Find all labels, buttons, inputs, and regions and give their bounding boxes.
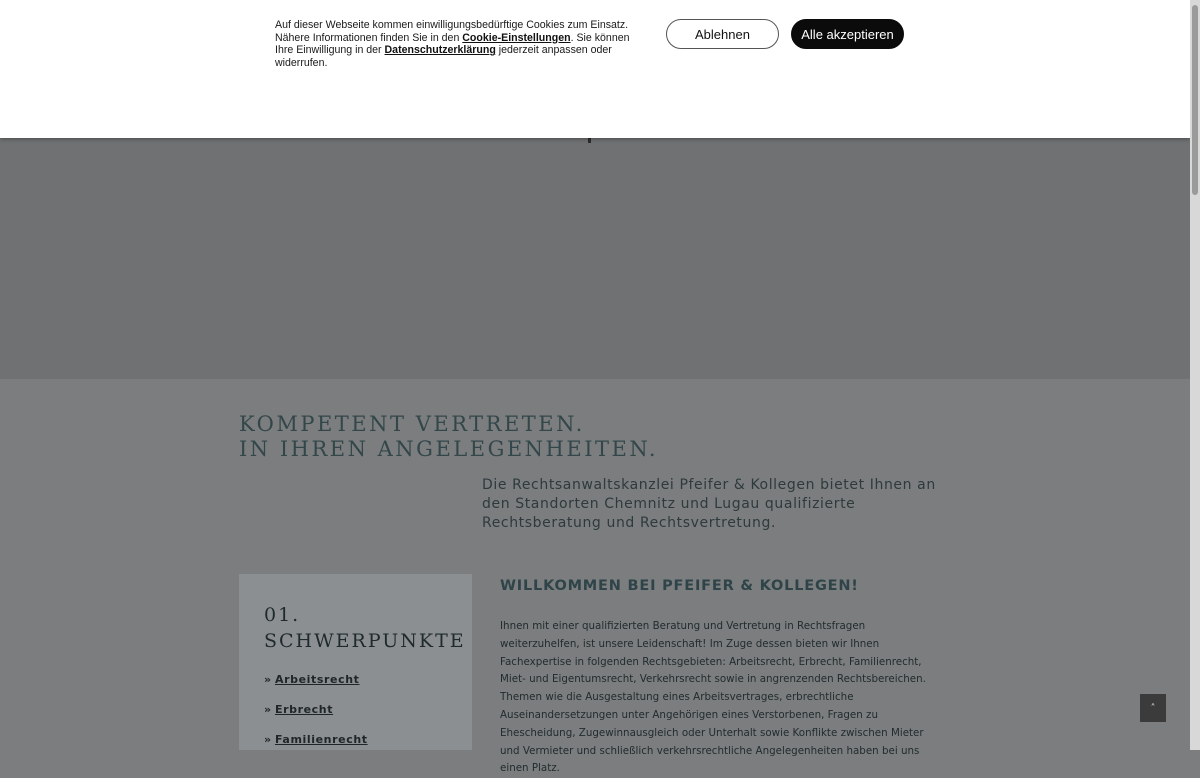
privacy-policy-link[interactable]: Datenschutzerklärung: [384, 44, 496, 57]
cookie-banner: [0, 0, 1190, 138]
intro-text: Die Rechtsanwaltskanzlei Pfeifer & Kollegen bietet Ihnen an den Standorten Chemnitz und Lugau qualifizierte Rechtsberatung und Rechtsvertretung.: [482, 477, 936, 531]
page-headline: [239, 412, 658, 462]
scrollbar-thumb[interactable]: [1192, 5, 1198, 195]
cookie-text: [275, 19, 645, 69]
panel-title: SCHWERPUNKTE: [264, 630, 466, 652]
cookie-text-part3: jederzeit anpassen oder widerrufen.: [275, 44, 612, 69]
cookie-text-part1: Auf dieser Webseite kommen einwilligungsbedürftige Cookies zum Einsatz. Nähere Informationen finden Sie in den: [275, 19, 629, 44]
focus-link-erbrecht[interactable]: Erbrecht: [274, 703, 334, 716]
focus-link-item: [264, 673, 360, 686]
cookie-settings-link[interactable]: Cookie-Einstellungen: [462, 31, 571, 44]
focus-link-familienrecht[interactable]: Familienrecht: [274, 733, 368, 746]
panel-number: 01.: [264, 604, 301, 626]
scroll-to-top-button[interactable]: [1140, 694, 1166, 722]
focus-link-arbeitsrecht[interactable]: Arbeitsrecht: [274, 673, 360, 686]
cookie-text-part2: . Sie können Ihre Einwilligung in der: [275, 31, 630, 57]
bullet-icon: »: [264, 703, 272, 716]
headline-line-2: IN IHREN ANGELEGENHEITEN.: [239, 437, 659, 461]
bullet-icon: »: [264, 733, 272, 746]
chevron-up-icon: ˄: [1150, 702, 1156, 714]
focus-panel: [239, 574, 472, 750]
bullet-icon: »: [264, 673, 272, 686]
welcome-title: WILLKOMMEN BEI PFEIFER & KOLLEGEN!: [500, 578, 859, 594]
accept-all-button[interactable]: Alle akzeptieren: [791, 19, 904, 49]
focus-link-item: [264, 703, 333, 716]
scrollbar[interactable]: [1190, 0, 1200, 750]
focus-link-item: [264, 733, 368, 746]
welcome-text: Ihnen mit einer qualifizierten Beratung und Vertretung in Rechtsfragen weiterzuhelfen, ist unsere Leidenschaft! Im Zuge dessen bieten wir Ihnen Fachexpertise in folgenden Rechtsgebieten: Arbeitsrecht, Erbrecht, Familienrecht, Miet- und Eigentumsrecht, Verkehrsrecht sowie in angrenzenden Rechtsbereichen. Themen wie die Ausgestaltung eines Arbeitsvertrages, erbrechtliche Auseinandersetzungen unter Angehörigen eines Verstorbenen, Fragen zu Ehescheidung, Zugewinnausgleich oder Unterhalt sowie Konflikte zwischen Mieter und Vermieter und schließlich verkehrsrechtliche Angelegenheiten haben bei uns einen Platz.: [500, 620, 926, 775]
headline-line-1: KOMPETENT VERTRETEN.: [239, 412, 585, 436]
decline-button[interactable]: Ablehnen: [666, 19, 779, 49]
